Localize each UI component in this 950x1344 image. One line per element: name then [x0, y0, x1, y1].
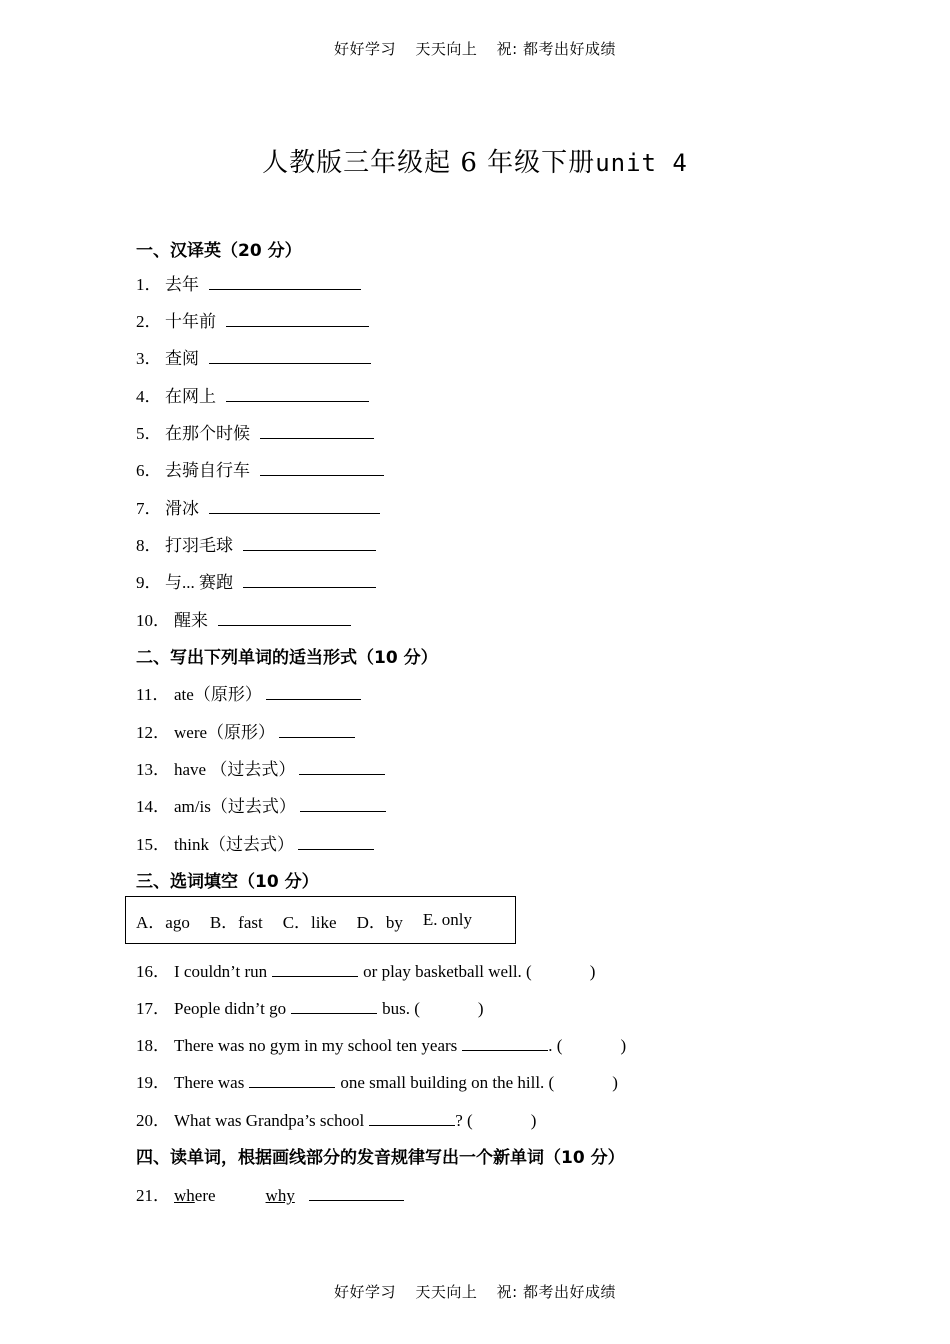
question-text: think（过去式） — [174, 835, 294, 854]
section-heading-1: 一、汉译英（20 分） — [136, 241, 302, 261]
answer-blank[interactable] — [298, 848, 374, 850]
question-number: 13． — [136, 760, 170, 779]
footer-item: 好好学习 — [334, 1283, 397, 1301]
question-text: ate（原形） — [174, 685, 262, 704]
question-text: 在网上 — [165, 387, 216, 406]
footer-item: 天天向上 — [415, 1283, 478, 1301]
question-number: 17． — [136, 999, 170, 1018]
paren-close: ) — [477, 999, 484, 1018]
answer-blank[interactable] — [209, 512, 380, 514]
question-text-after: bus. ( — [382, 999, 420, 1018]
question-text: 与... 赛跑 — [165, 573, 233, 592]
answer-blank[interactable] — [462, 1049, 548, 1051]
section-heading-2: 二、写出下列单词的适当形式（10 分） — [136, 648, 438, 668]
section-heading-3: 三、选词填空（10 分） — [136, 872, 319, 892]
question-20 — [136, 1106, 536, 1131]
question-21 — [136, 1181, 404, 1206]
header-item: 好好学习 — [334, 40, 397, 58]
question-number: 6． — [136, 461, 162, 480]
question-number: 19． — [136, 1073, 170, 1092]
answer-blank[interactable] — [291, 1012, 377, 1014]
answer-blank[interactable] — [260, 437, 374, 439]
question-16 — [136, 957, 595, 982]
question-text-before: People didn’t go — [174, 999, 287, 1018]
answer-blank[interactable] — [243, 586, 376, 588]
question-text: 查阅 — [165, 349, 199, 368]
question-number: 2． — [136, 312, 162, 331]
answer-blank[interactable] — [249, 1086, 335, 1088]
question-10 — [136, 606, 351, 631]
question-text-after: or play basketball well. ( — [363, 962, 532, 981]
question-number: 3． — [136, 349, 162, 368]
question-2 — [136, 307, 369, 332]
header-item: 祝: 都考出好成绩 — [496, 40, 616, 58]
answer-blank[interactable] — [209, 362, 371, 364]
word-options-box — [125, 896, 516, 944]
title-cn: 人教版三年级起 6 年级下册 — [262, 148, 596, 178]
question-text: 去骑自行车 — [165, 461, 250, 480]
question-text: have （过去式） — [174, 760, 296, 779]
answer-blank[interactable] — [226, 325, 369, 327]
question-4 — [136, 382, 369, 407]
answer-blank[interactable] — [218, 624, 351, 626]
question-number: 4． — [136, 387, 162, 406]
question-text: am/is（过去式） — [174, 797, 296, 816]
question-text-before: There was — [174, 1073, 245, 1092]
paren-close: ) — [612, 1073, 618, 1092]
section-heading-4: 四、读单词，根据画线部分的发音规律写出一个新单词（10 分） — [136, 1148, 625, 1168]
page-title — [0, 142, 950, 179]
question-text: were（原形） — [174, 723, 276, 742]
question-number: 14． — [136, 797, 170, 816]
question-9 — [136, 568, 376, 593]
question-number: 11． — [136, 685, 170, 704]
answer-blank[interactable] — [209, 288, 361, 290]
question-13 — [136, 755, 385, 780]
page-footer — [0, 1281, 950, 1302]
question-number: 20． — [136, 1111, 170, 1130]
question-11 — [136, 680, 361, 705]
answer-blank[interactable] — [300, 810, 386, 812]
option-e: E. only — [422, 910, 472, 929]
question-19 — [136, 1068, 618, 1093]
option-a: A．ago — [136, 912, 190, 932]
question-number: 10． — [136, 611, 170, 630]
question-text-before: What was Grandpa’s school — [174, 1111, 365, 1130]
title-en: unit 4 — [595, 149, 688, 177]
footer-item: 祝: 都考出好成绩 — [496, 1283, 616, 1301]
question-text: 在那个时候 — [165, 424, 250, 443]
question-number: 12． — [136, 723, 170, 742]
paren-close: ) — [589, 962, 596, 981]
question-text-after: one small building on the hill. ( — [340, 1073, 555, 1092]
option-c: C．like — [282, 912, 337, 932]
question-text-before: There was no gym in my school ten years — [174, 1036, 458, 1055]
question-text: 醒来 — [174, 611, 208, 630]
paren-close: ) — [530, 1111, 537, 1130]
question-text-after: ? ( — [455, 1111, 473, 1130]
question-number: 9． — [136, 573, 162, 592]
answer-blank[interactable] — [272, 975, 358, 977]
answer-blank[interactable] — [266, 698, 361, 700]
question-number: 8． — [136, 536, 162, 555]
question-3 — [136, 344, 371, 369]
answer-blank[interactable] — [369, 1124, 455, 1126]
question-text: 打羽毛球 — [165, 536, 233, 555]
question-number: 5． — [136, 424, 162, 443]
question-7 — [136, 494, 380, 519]
question-1 — [136, 270, 361, 295]
paren-close: ) — [620, 1036, 627, 1055]
question-8 — [136, 531, 376, 556]
option-d: D．by — [356, 912, 403, 932]
question-14 — [136, 792, 386, 817]
word1-underlined: wh — [174, 1186, 195, 1205]
question-number: 18． — [136, 1036, 170, 1055]
answer-blank[interactable] — [299, 773, 385, 775]
question-text-before: I couldn’t run — [174, 962, 268, 981]
question-number: 16． — [136, 962, 170, 981]
option-b: B．fast — [209, 912, 263, 932]
header-item: 天天向上 — [415, 40, 478, 58]
question-number: 15． — [136, 835, 170, 854]
word2-underlined: why — [265, 1186, 295, 1205]
question-text-after: . ( — [548, 1036, 563, 1055]
question-6 — [136, 456, 384, 481]
answer-blank[interactable] — [243, 549, 376, 551]
answer-blank[interactable] — [309, 1199, 404, 1201]
question-number: 7． — [136, 499, 162, 518]
answer-blank[interactable] — [279, 736, 355, 738]
question-5 — [136, 419, 374, 444]
question-18 — [136, 1031, 626, 1056]
question-17 — [136, 994, 484, 1019]
question-text: 十年前 — [165, 312, 216, 331]
answer-blank[interactable] — [226, 400, 369, 402]
question-text: 去年 — [165, 275, 199, 294]
answer-blank[interactable] — [260, 474, 384, 476]
page-header — [0, 38, 950, 59]
word1-rest: ere — [194, 1186, 216, 1205]
question-number: 21． — [136, 1186, 170, 1205]
question-15 — [136, 830, 374, 855]
question-text: 滑冰 — [165, 499, 199, 518]
question-number: 1． — [136, 275, 162, 294]
question-12 — [136, 718, 355, 743]
